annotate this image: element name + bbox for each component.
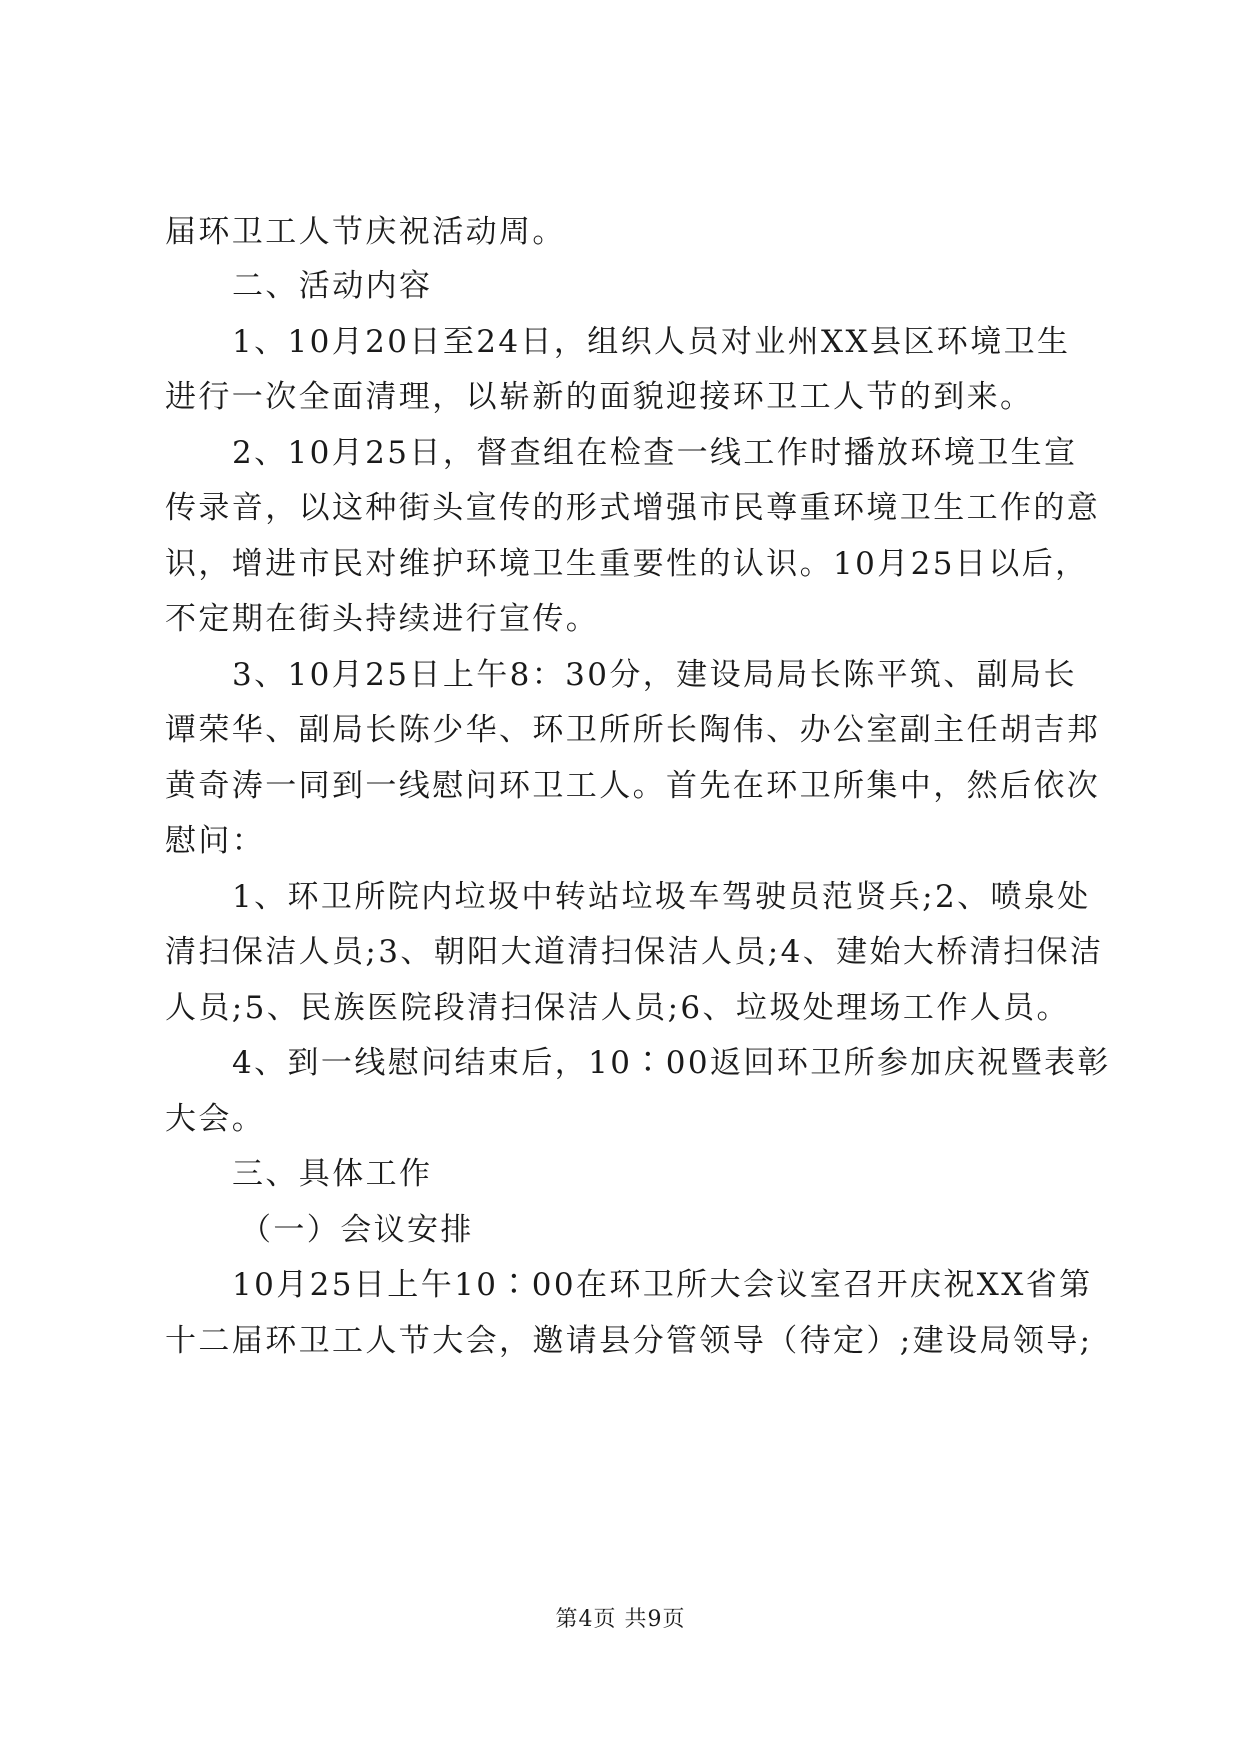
body-line: 进行一次全面清理，以崭新的面貌迎接环卫工人节的到来。 bbox=[165, 379, 1034, 415]
body-line: 十二届环卫工人节大会，邀请县分管领导（待定）;建设局领导; bbox=[165, 1323, 1093, 1359]
body-line: 10月25日上午10∶00在环卫所大会议室召开庆祝XX省第 bbox=[232, 1267, 1093, 1303]
subsection-heading: （一）会议安排 bbox=[240, 1212, 474, 1248]
body-line: 1、环卫所院内垃圾中转站垃圾车驾驶员范贤兵;2、喷泉处 bbox=[232, 879, 1091, 915]
body-line: 不定期在街头持续进行宣传。 bbox=[165, 601, 600, 637]
section-heading: 三、具体工作 bbox=[232, 1156, 433, 1192]
body-line: 黄奇涛一同到一线慰问环卫工人。首先在环卫所集中，然后依次 bbox=[165, 768, 1101, 804]
body-line: 2、10月25日，督查组在检查一线工作时播放环境卫生宣 bbox=[232, 435, 1078, 471]
body-line: 传录音，以这种街头宣传的形式增强市民尊重环境卫生工作的意 bbox=[165, 490, 1101, 526]
body-line: 人员;5、民族医院段清扫保洁人员;6、垃圾处理场工作人员。 bbox=[165, 990, 1070, 1026]
body-line: 慰问： bbox=[165, 823, 266, 859]
body-line: 3、10月25日上午8：30分，建设局局长陈平筑、副局长 bbox=[232, 657, 1077, 693]
body-line: 大会。 bbox=[165, 1101, 266, 1137]
body-line: 清扫保洁人员;3、朝阳大道清扫保洁人员;4、建始大桥清扫保洁 bbox=[165, 934, 1104, 970]
page-number-footer: 第4页 共9页 bbox=[555, 1607, 686, 1632]
body-line: 4、到一线慰问结束后，10∶00返回环卫所参加庆祝暨表彰 bbox=[232, 1045, 1111, 1081]
body-line: 谭荣华、副局长陈少华、环卫所所长陶伟、办公室副主任胡吉邦 bbox=[165, 712, 1101, 748]
body-line: 1、10月20日至24日，组织人员对业州XX县区环境卫生 bbox=[232, 324, 1071, 360]
body-line: 识，增进市民对维护环境卫生重要性的认识。10月25日以后， bbox=[165, 546, 1089, 582]
section-heading: 二、活动内容 bbox=[232, 268, 433, 304]
body-line: 届环卫工人节庆祝活动周。 bbox=[165, 214, 566, 250]
